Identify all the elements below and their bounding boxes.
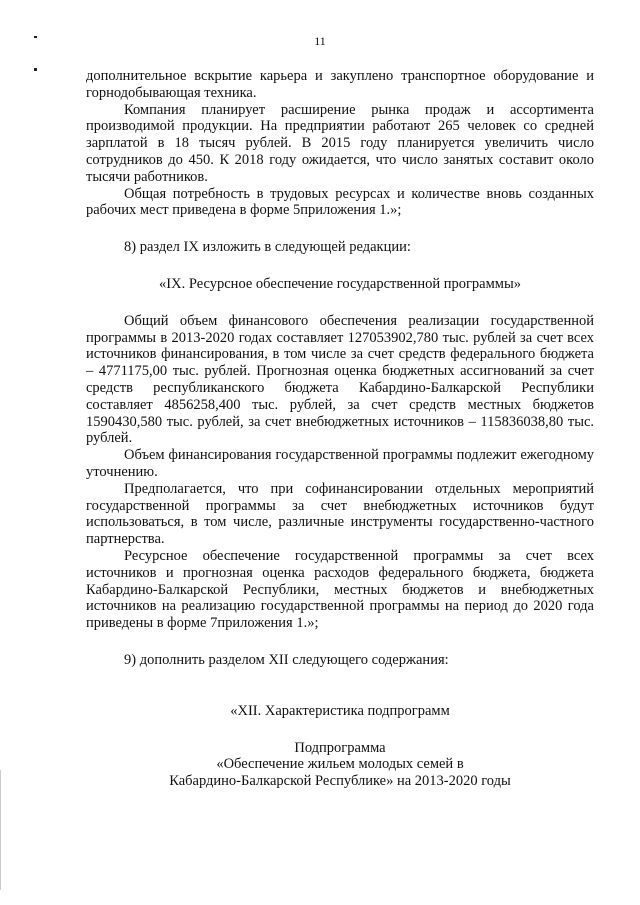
scan-edge (0, 770, 4, 890)
subprogram-title: «Обеспечение жильем молодых семей в (216, 756, 464, 773)
subprogram-title: Кабардино-Балкарской Республике» на 2013-2020 годы (169, 773, 511, 790)
scan-mark (34, 36, 37, 38)
paragraph: Общий объем финансового обеспечения реализации государственной программы в 2013-2020 годах составляет 127053902,780 тыс. рублей за счет всех источников финансирования, в том числе за счет средств федерального бюджета – 4771175,00 тыс. рублей. Прогнозная оценка бюджетных ассигнований за счет средств республиканского бюджета Кабардино-Балкарской Республики составляет 4856258,400 тыс. рублей, за счет средств местных бюджетов 1590430,580 тыс. рублей, за счет внебюджетных источников – 115836038,80 тыс. рублей. (86, 312, 594, 447)
paragraph: Ресурсное обеспечение государственной программы за счет всех источников и прогнозная оценка расходов федерального бюджета, бюджета Кабардино-Балкарской Республики, местных бюджетов и внебюджетных источников на реализацию государственной программы на период до 2020 года приведены в форме 7приложения 1.»; (86, 547, 594, 632)
section-heading: «IX. Ресурсное обеспечение государственной программы» (159, 275, 521, 292)
section-heading: «XII. Характеристика подпрограмм (230, 702, 450, 719)
document-body (86, 68, 594, 790)
paragraph: Объем финансирования государственной программы подлежит ежегодному уточнению. (86, 447, 594, 480)
amendment-item: 8) раздел IX изложить в следующей редакции: (124, 239, 411, 256)
amendment-item: 9) дополнить разделом XII следующего содержания: (124, 651, 449, 668)
paragraph: Компания планирует расширение рынка продаж и ассортимента производимой продукции. На предприятии работают 265 человек со средней зарплатой в 18 тысяч рублей. В 2015 году планируется увеличить число сотрудников до 450. К 2018 году ожидается, что число занятых составит около тысячи работников. (86, 101, 594, 185)
paragraph: Общая потребность в трудовых ресурсах и количестве вновь созданных рабочих мест приведена в форме 5приложения 1.»; (86, 185, 594, 219)
paragraph: Предполагается, что при софинансировании отдельных мероприятий государственной программы за счет внебюджетных источников будут использоваться, в том числе, различные инструменты государственно-частного партнерства. (86, 480, 594, 548)
page-number: 11 (314, 34, 326, 48)
subprogram-title: Подпрограмма (294, 739, 386, 756)
paragraph: дополнительное вскрытие карьера и закуплено транспортное оборудование и горнодобывающая техника. (86, 68, 594, 101)
scan-mark (34, 68, 37, 71)
